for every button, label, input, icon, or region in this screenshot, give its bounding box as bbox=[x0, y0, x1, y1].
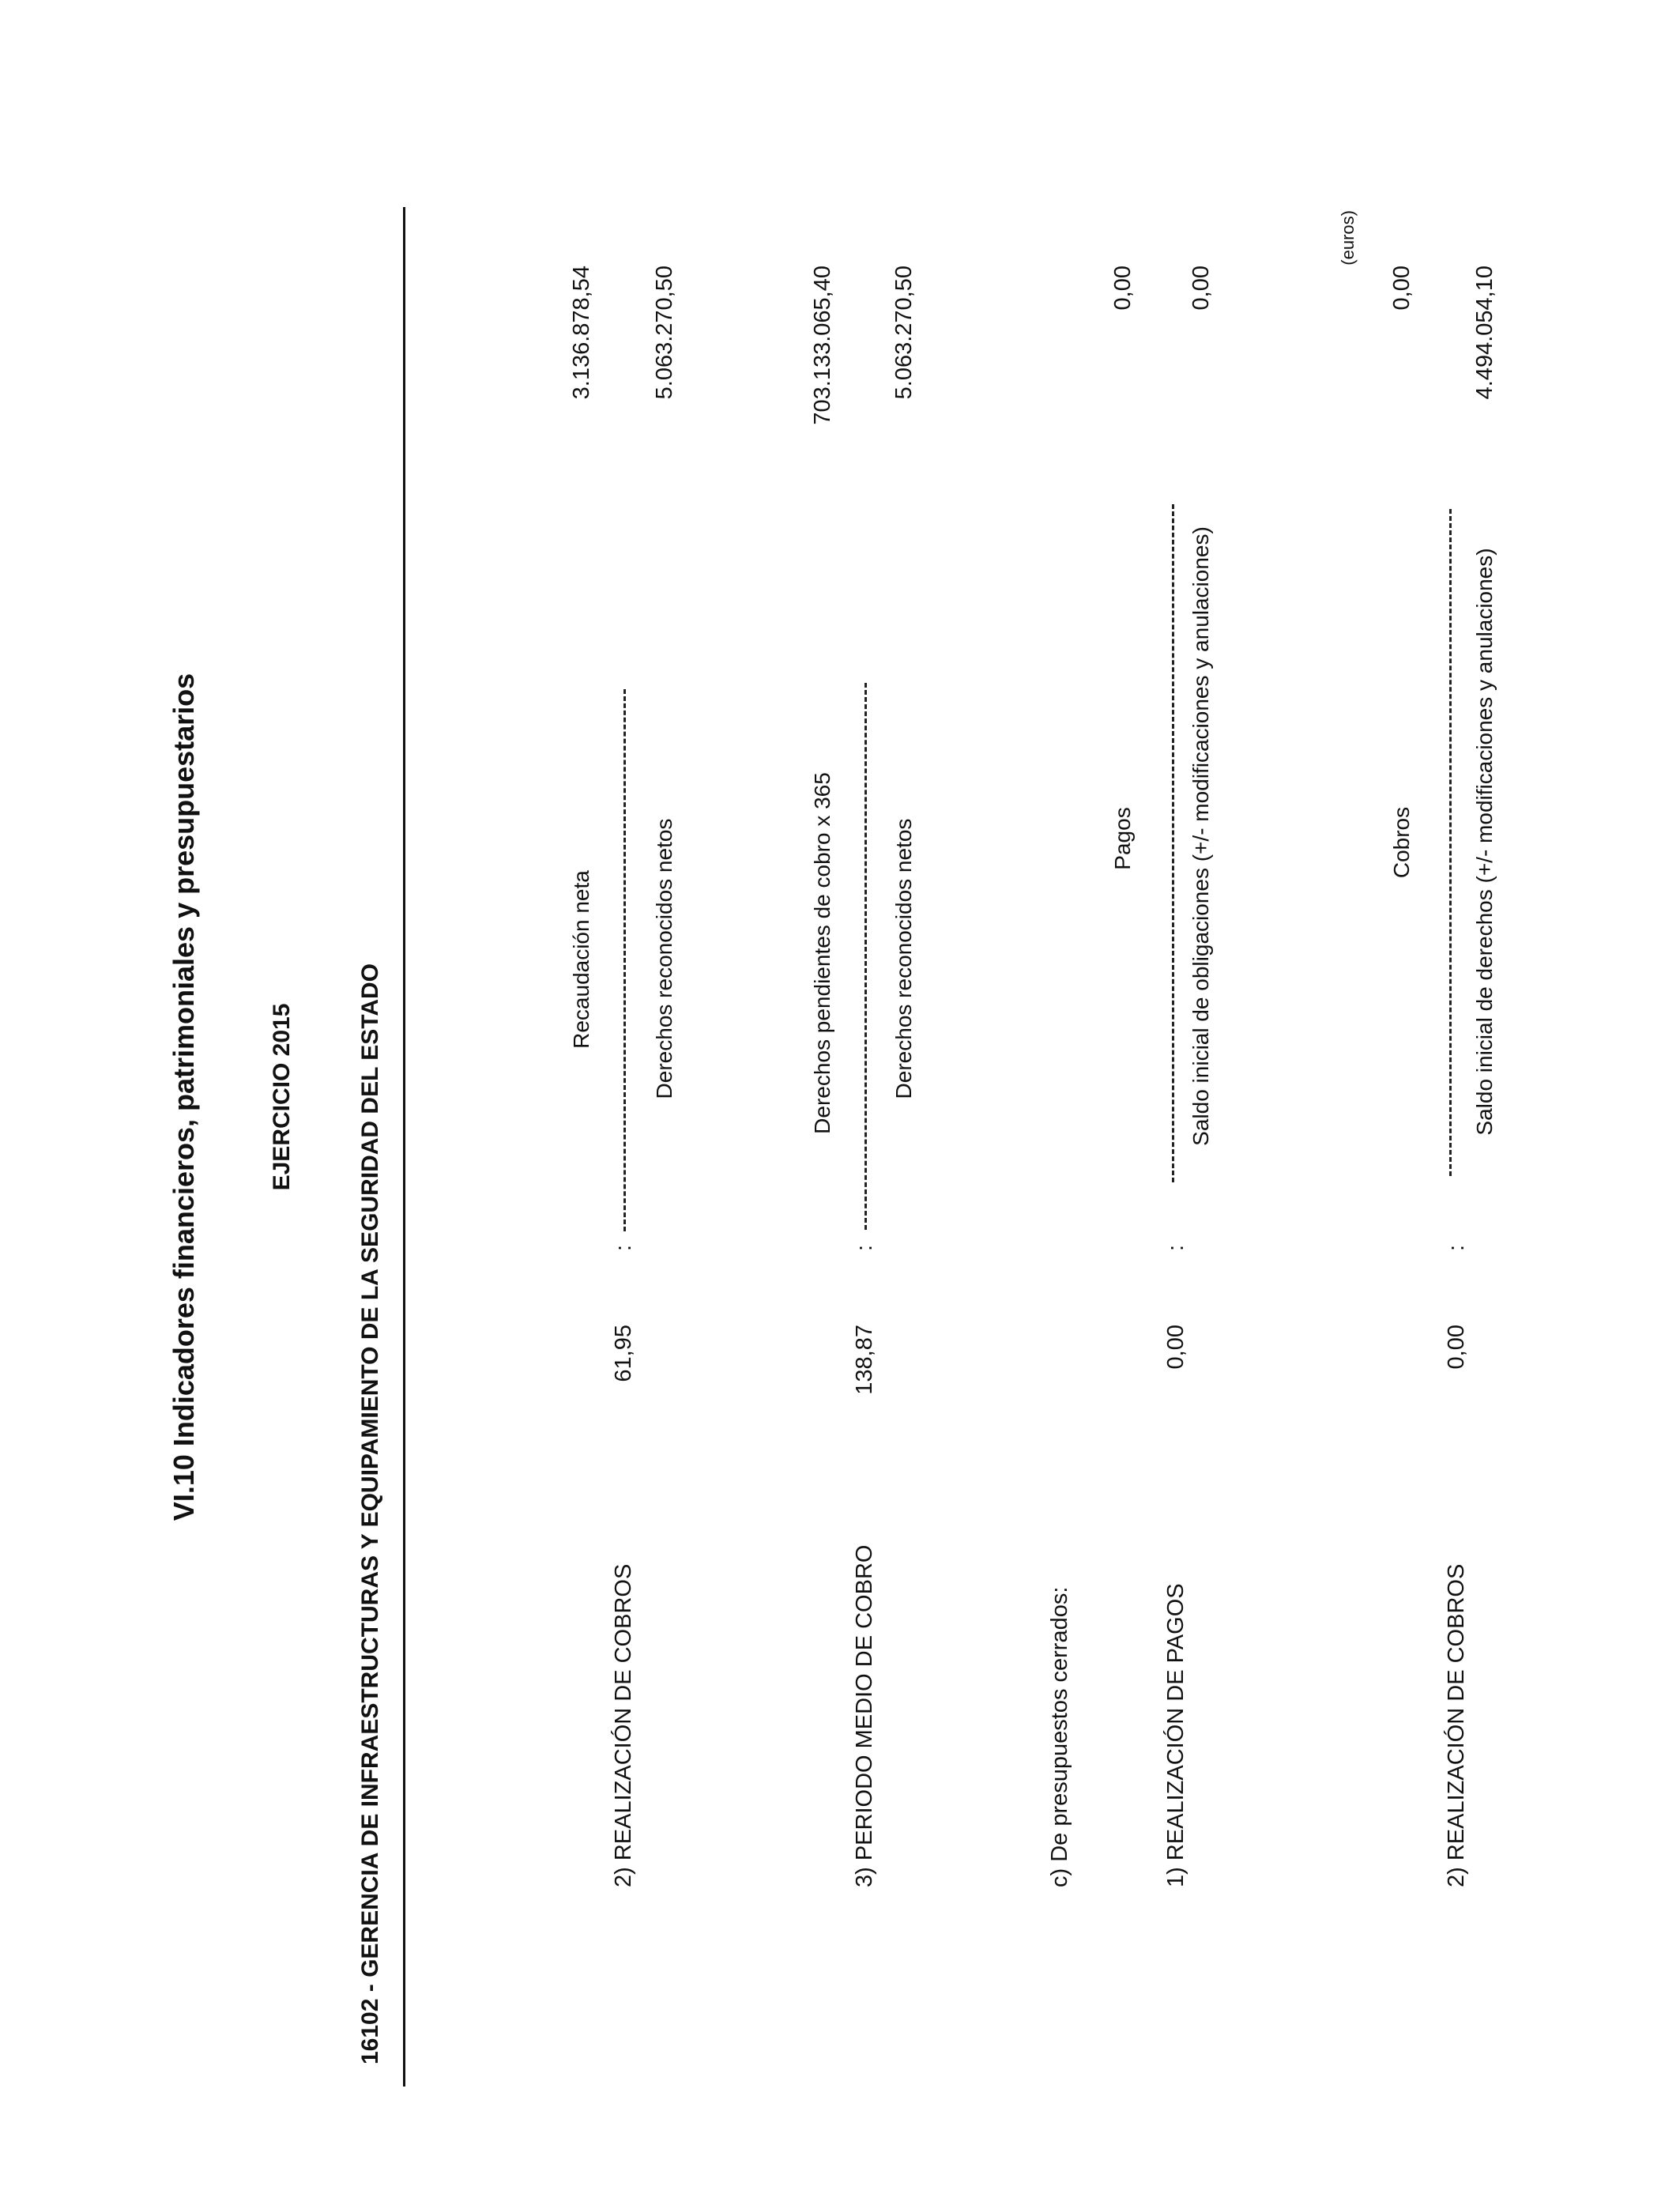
fraction-line bbox=[1172, 504, 1174, 1182]
numerator-label: Derechos pendientes de cobro x 365 bbox=[810, 772, 834, 1134]
indicator-label: 1) REALIZACIÓN DE PAGOS bbox=[1163, 1583, 1188, 1887]
header-rule bbox=[403, 207, 405, 2087]
denominator-value: 5.063.270,50 bbox=[652, 266, 677, 400]
indicator-colon: : bbox=[611, 1244, 636, 1251]
denominator-value: 0,00 bbox=[1188, 266, 1214, 311]
numerator-label: Cobros bbox=[1389, 806, 1414, 879]
denominator-label: Derechos reconocidos netos bbox=[891, 818, 916, 1099]
numerator-value: 0,00 bbox=[1110, 266, 1136, 311]
denominator-label: Saldo inicial de obligaciones (+/- modificaciones y anulaciones) bbox=[1188, 526, 1213, 1146]
indicator-colon: : bbox=[852, 1244, 877, 1251]
indicator-value: 0,00 bbox=[1163, 1325, 1188, 1370]
indicator-label: 2) REALIZACIÓN DE COBROS bbox=[1444, 1563, 1469, 1887]
units-label: (euros) bbox=[1338, 210, 1358, 266]
numerator-value: 3.136.878,54 bbox=[569, 266, 594, 400]
denominator-label: Saldo inicial de derechos (+/- modificaciones y anulaciones) bbox=[1472, 548, 1497, 1136]
fraction-line bbox=[1449, 509, 1452, 1176]
fraction-line bbox=[623, 689, 626, 1231]
report-title: VI.10 Indicadores financieros, patrimoniales y presupuestarios bbox=[168, 673, 200, 1521]
section-heading: c) De presupuestos cerrados: bbox=[1047, 1586, 1072, 1887]
fraction-line bbox=[864, 683, 867, 1230]
numerator-value: 0,00 bbox=[1389, 266, 1414, 311]
numerator-label: Recaudación neta bbox=[569, 870, 593, 1049]
indicator-value: 0,00 bbox=[1444, 1325, 1469, 1370]
indicator-colon: : bbox=[1163, 1244, 1188, 1251]
numerator-label: Pagos bbox=[1110, 807, 1135, 870]
numerator-value: 703.133.065,40 bbox=[810, 266, 835, 425]
denominator-value: 5.063.270,50 bbox=[891, 266, 917, 400]
indicator-value: 61,95 bbox=[611, 1325, 636, 1382]
indicator-colon: : bbox=[1444, 1244, 1469, 1251]
entity-name: 16102 - GERENCIA DE INFRAESTRUCTURAS Y EQUIPAMIENTO DE LA SEGURIDAD DEL ESTADO bbox=[357, 963, 383, 2064]
indicator-label: 3) PERIODO MEDIO DE COBRO bbox=[852, 1544, 877, 1887]
indicator-value: 138,87 bbox=[852, 1325, 877, 1395]
exercise-year: EJERCICIO 2015 bbox=[269, 1003, 295, 1191]
indicator-label: 2) REALIZACIÓN DE COBROS bbox=[611, 1563, 636, 1887]
denominator-label: Derechos reconocidos netos bbox=[652, 818, 676, 1099]
denominator-value: 4.494.054,10 bbox=[1472, 266, 1497, 400]
